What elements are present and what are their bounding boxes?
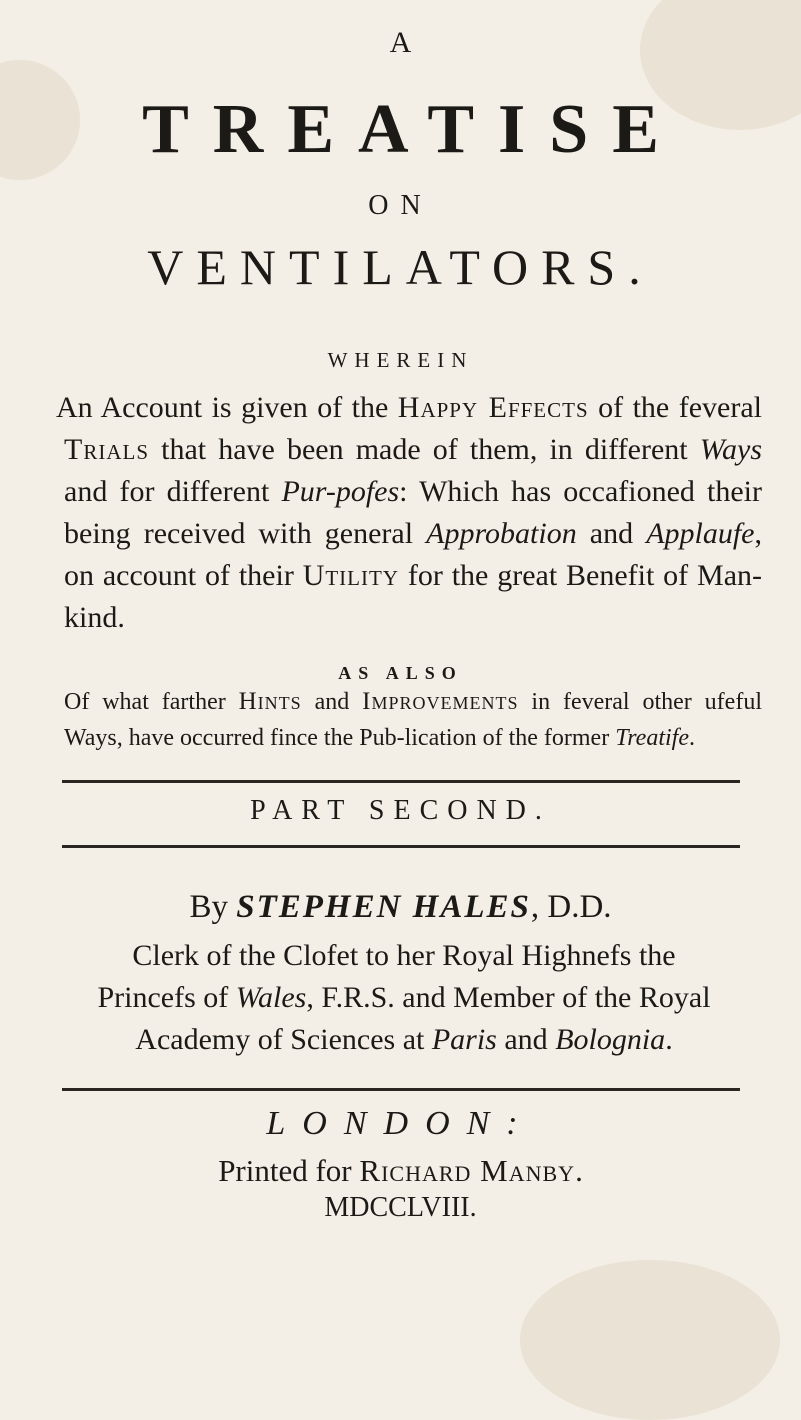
title-subject: VENTILATORS. [147, 239, 654, 295]
author-credentials: Clerk of the Clofet to her Royal Highnefs the Princefs of Wales, F.R.S. and Member of the Royal Academy of Sciences at Paris and Bolognia. [97, 939, 711, 1056]
title-main: TREATISE [142, 91, 683, 168]
title-article: A [389, 26, 412, 59]
author-line: By STEPHEN HALES, D.D. [189, 889, 612, 925]
author-name: STEPHEN HALES [236, 889, 531, 925]
rule-bottom [62, 845, 740, 848]
part-heading: PART SECOND. [250, 795, 551, 826]
paper-stain [520, 1260, 780, 1420]
rule-top [62, 780, 740, 783]
description-paragraph: An Account is given of the Happy Effects of the feveral Trials that have been made of them, in different Ways and for different Pur-pofes: Which has occafioned their being received with general Approbation and Applaufe, on account of their Utility for the great Benefit of Man-kind. [56, 391, 763, 634]
wherein-heading: WHEREIN [327, 348, 474, 372]
imprint-year: MDCCLVIII. [324, 1192, 477, 1223]
rule-imprint [62, 1088, 740, 1091]
imprint-printer: Printed for Richard Manby. [218, 1153, 583, 1188]
title-on: ON [368, 190, 433, 221]
further-paragraph: Of what farther Hints and Improvements in feveral other ufeful Ways, have occurred fince the Pub-lication of the former Treatife. [64, 688, 762, 751]
imprint-place: LONDON: [266, 1105, 535, 1142]
as-also-heading: AS ALSO [338, 663, 463, 683]
